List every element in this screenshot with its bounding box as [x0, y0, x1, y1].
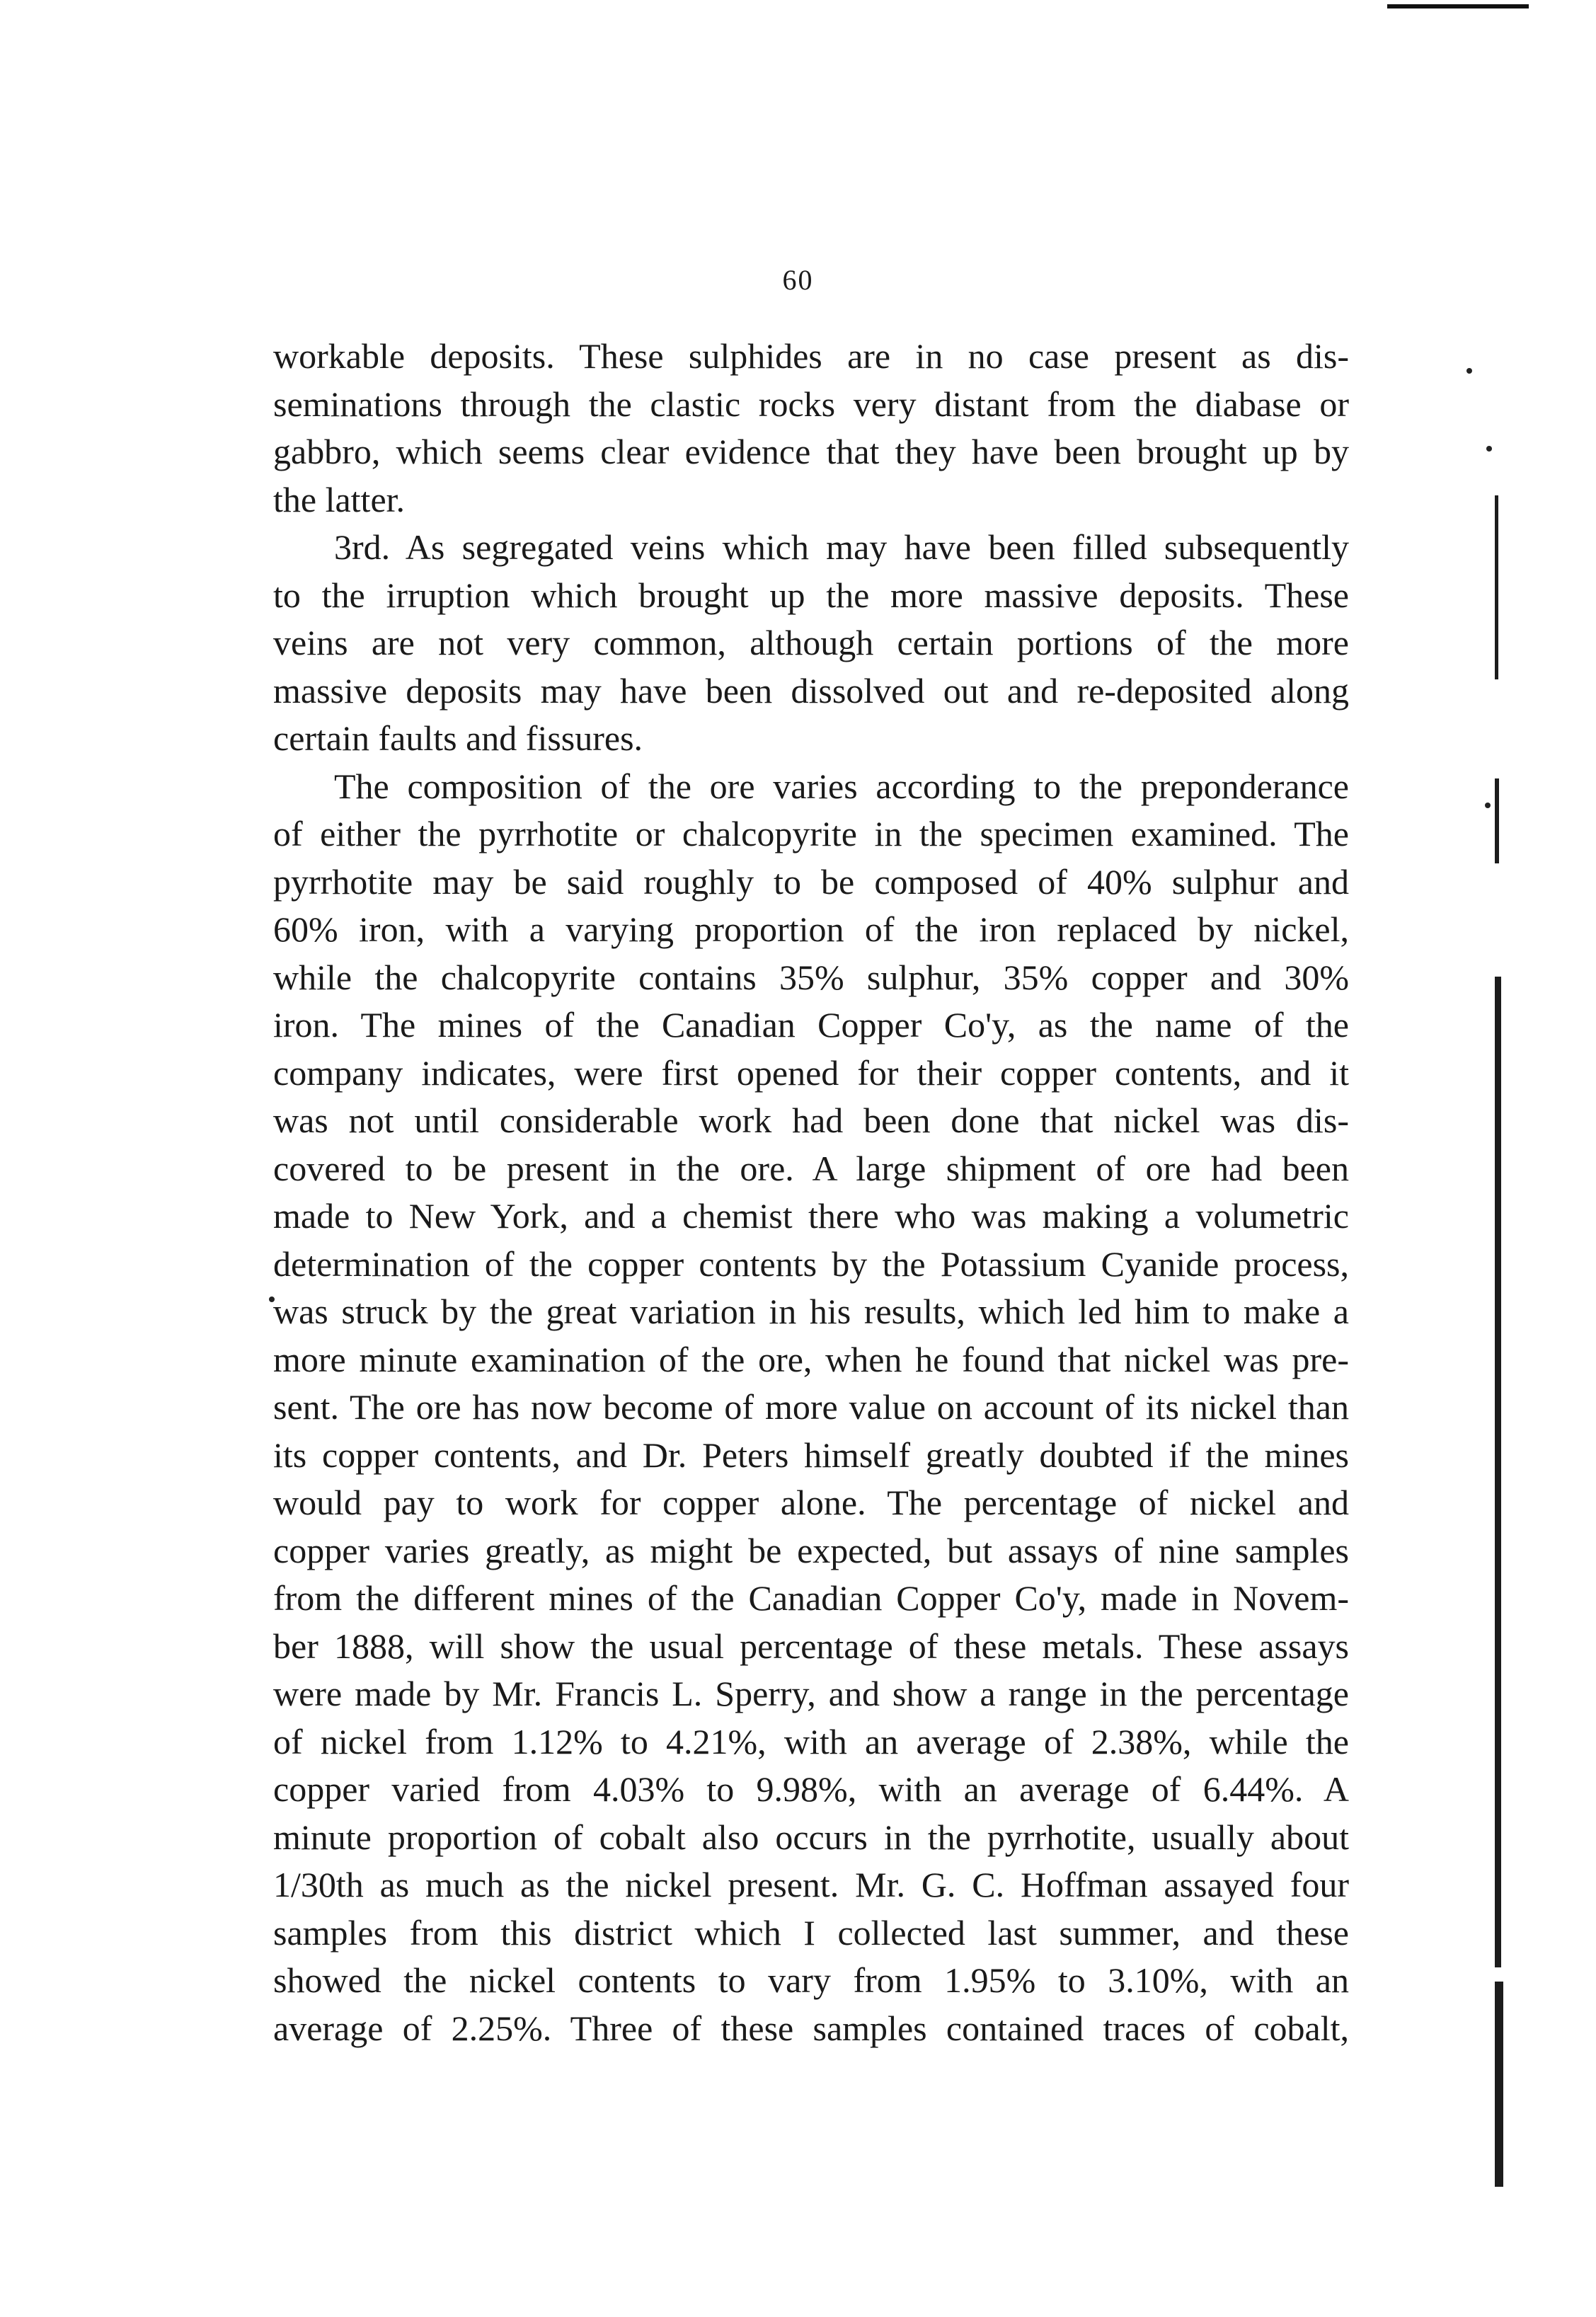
text-line: iron. The mines of the Canadian Copper Co'y, as the name of the [273, 1005, 1349, 1045]
text-line: more minute examination of the ore, when he found that nickel was pre- [273, 1339, 1349, 1379]
text-line: average of 2.25%. Three of these samples contained traces of cobalt, [273, 2008, 1349, 2048]
text-line: seminations through the clastic rocks very distant from the diabase or [273, 384, 1349, 424]
text-line: the latter. [273, 479, 406, 519]
text-line: was struck by the great variation in his results, which led him to make a [273, 1292, 1349, 1331]
text-line: The composition of the ore varies according to the preponderance [334, 766, 1349, 806]
text-line: massive deposits may have been dissolved out and re-deposited along [273, 670, 1349, 711]
text-line: while the chalcopyrite contains 35% sulphur, 35% copper and 30% [273, 957, 1349, 997]
text-line: veins are not very common, although certain portions of the more [273, 623, 1349, 662]
scan-artifact-edge-2 [1495, 778, 1499, 863]
text-line: to the irruption which brought up the more massive deposits. These [273, 575, 1349, 615]
text-line: would pay to work for copper alone. The percentage of nickel and [273, 1483, 1349, 1522]
text-line: of either the pyrrhotite or chalcopyrite in the specimen examined. The [273, 814, 1349, 853]
scan-artifact-dot-3 [1485, 803, 1491, 808]
text-line: from the different mines of the Canadian Copper Co'y, made in Novem- [273, 1578, 1349, 1618]
scan-artifact-top-bar [1387, 4, 1529, 8]
text-line: copper varies greatly, as might be expected, but assays of nine samples [273, 1530, 1349, 1570]
text-line: determination of the copper contents by the Potassium Cyanide process, [273, 1243, 1349, 1284]
text-line: workable deposits. These sulphides are in no case present as dis- [273, 336, 1349, 376]
body-text [273, 333, 1349, 2052]
text-line: showed the nickel contents to vary from 1.95% to 3.10%, with an [273, 1960, 1349, 2000]
scan-artifact-dot-1 [1466, 368, 1472, 374]
text-line: of nickel from 1.12% to 4.21%, with an average of 2.38%, while the [273, 1721, 1349, 1761]
text-line: was not until considerable work had been done that nickel was dis- [273, 1100, 1349, 1140]
text-line: were made by Mr. Francis L. Sperry, and show a range in the percentage [273, 1674, 1349, 1713]
scan-artifact-edge-1 [1495, 495, 1498, 679]
text-line: pyrrhotite may be said roughly to be composed of 40% sulphur and [273, 861, 1349, 902]
text-line: minute proportion of cobalt also occurs in the pyrrhotite, usually about [273, 1817, 1349, 1857]
text-line: covered to be present in the ore. A large shipment of ore had been [273, 1148, 1349, 1188]
text-line: 1/30th as much as the nickel present. Mr. G. C. Hoffman assayed four [273, 1865, 1349, 1904]
text-line: samples from this district which I collected last summer, and these [273, 1912, 1349, 1953]
text-line: its copper contents, and Dr. Peters himself greatly doubted if the mines [273, 1435, 1349, 1475]
text-line: made to New York, and a chemist there who was making a volumetric [273, 1196, 1349, 1236]
text-line: certain faults and fissures. [273, 718, 643, 758]
scan-artifact-edge-3 [1495, 977, 1501, 1967]
text-line: 60% iron, with a varying proportion of the iron replaced by nickel, [273, 909, 1349, 949]
scan-artifact-edge-4 [1495, 1982, 1503, 2187]
page-number: 60 [782, 264, 814, 296]
text-line: copper varied from 4.03% to 9.98%, with an average of 6.44%. A [273, 1769, 1349, 1809]
text-line: ber 1888, will show the usual percentage of these metals. These assays [273, 1626, 1349, 1666]
text-line: gabbro, which seems clear evidence that they have been brought up by [273, 432, 1349, 471]
text-line: company indicates, were first opened for their copper contents, and it [273, 1052, 1349, 1093]
scan-artifact-dot-2 [1486, 446, 1492, 452]
text-line: sent. The ore has now become of more value on account of its nickel than [273, 1387, 1349, 1427]
text-line: 3rd. As segregated veins which may have been filled subsequently [334, 527, 1349, 567]
